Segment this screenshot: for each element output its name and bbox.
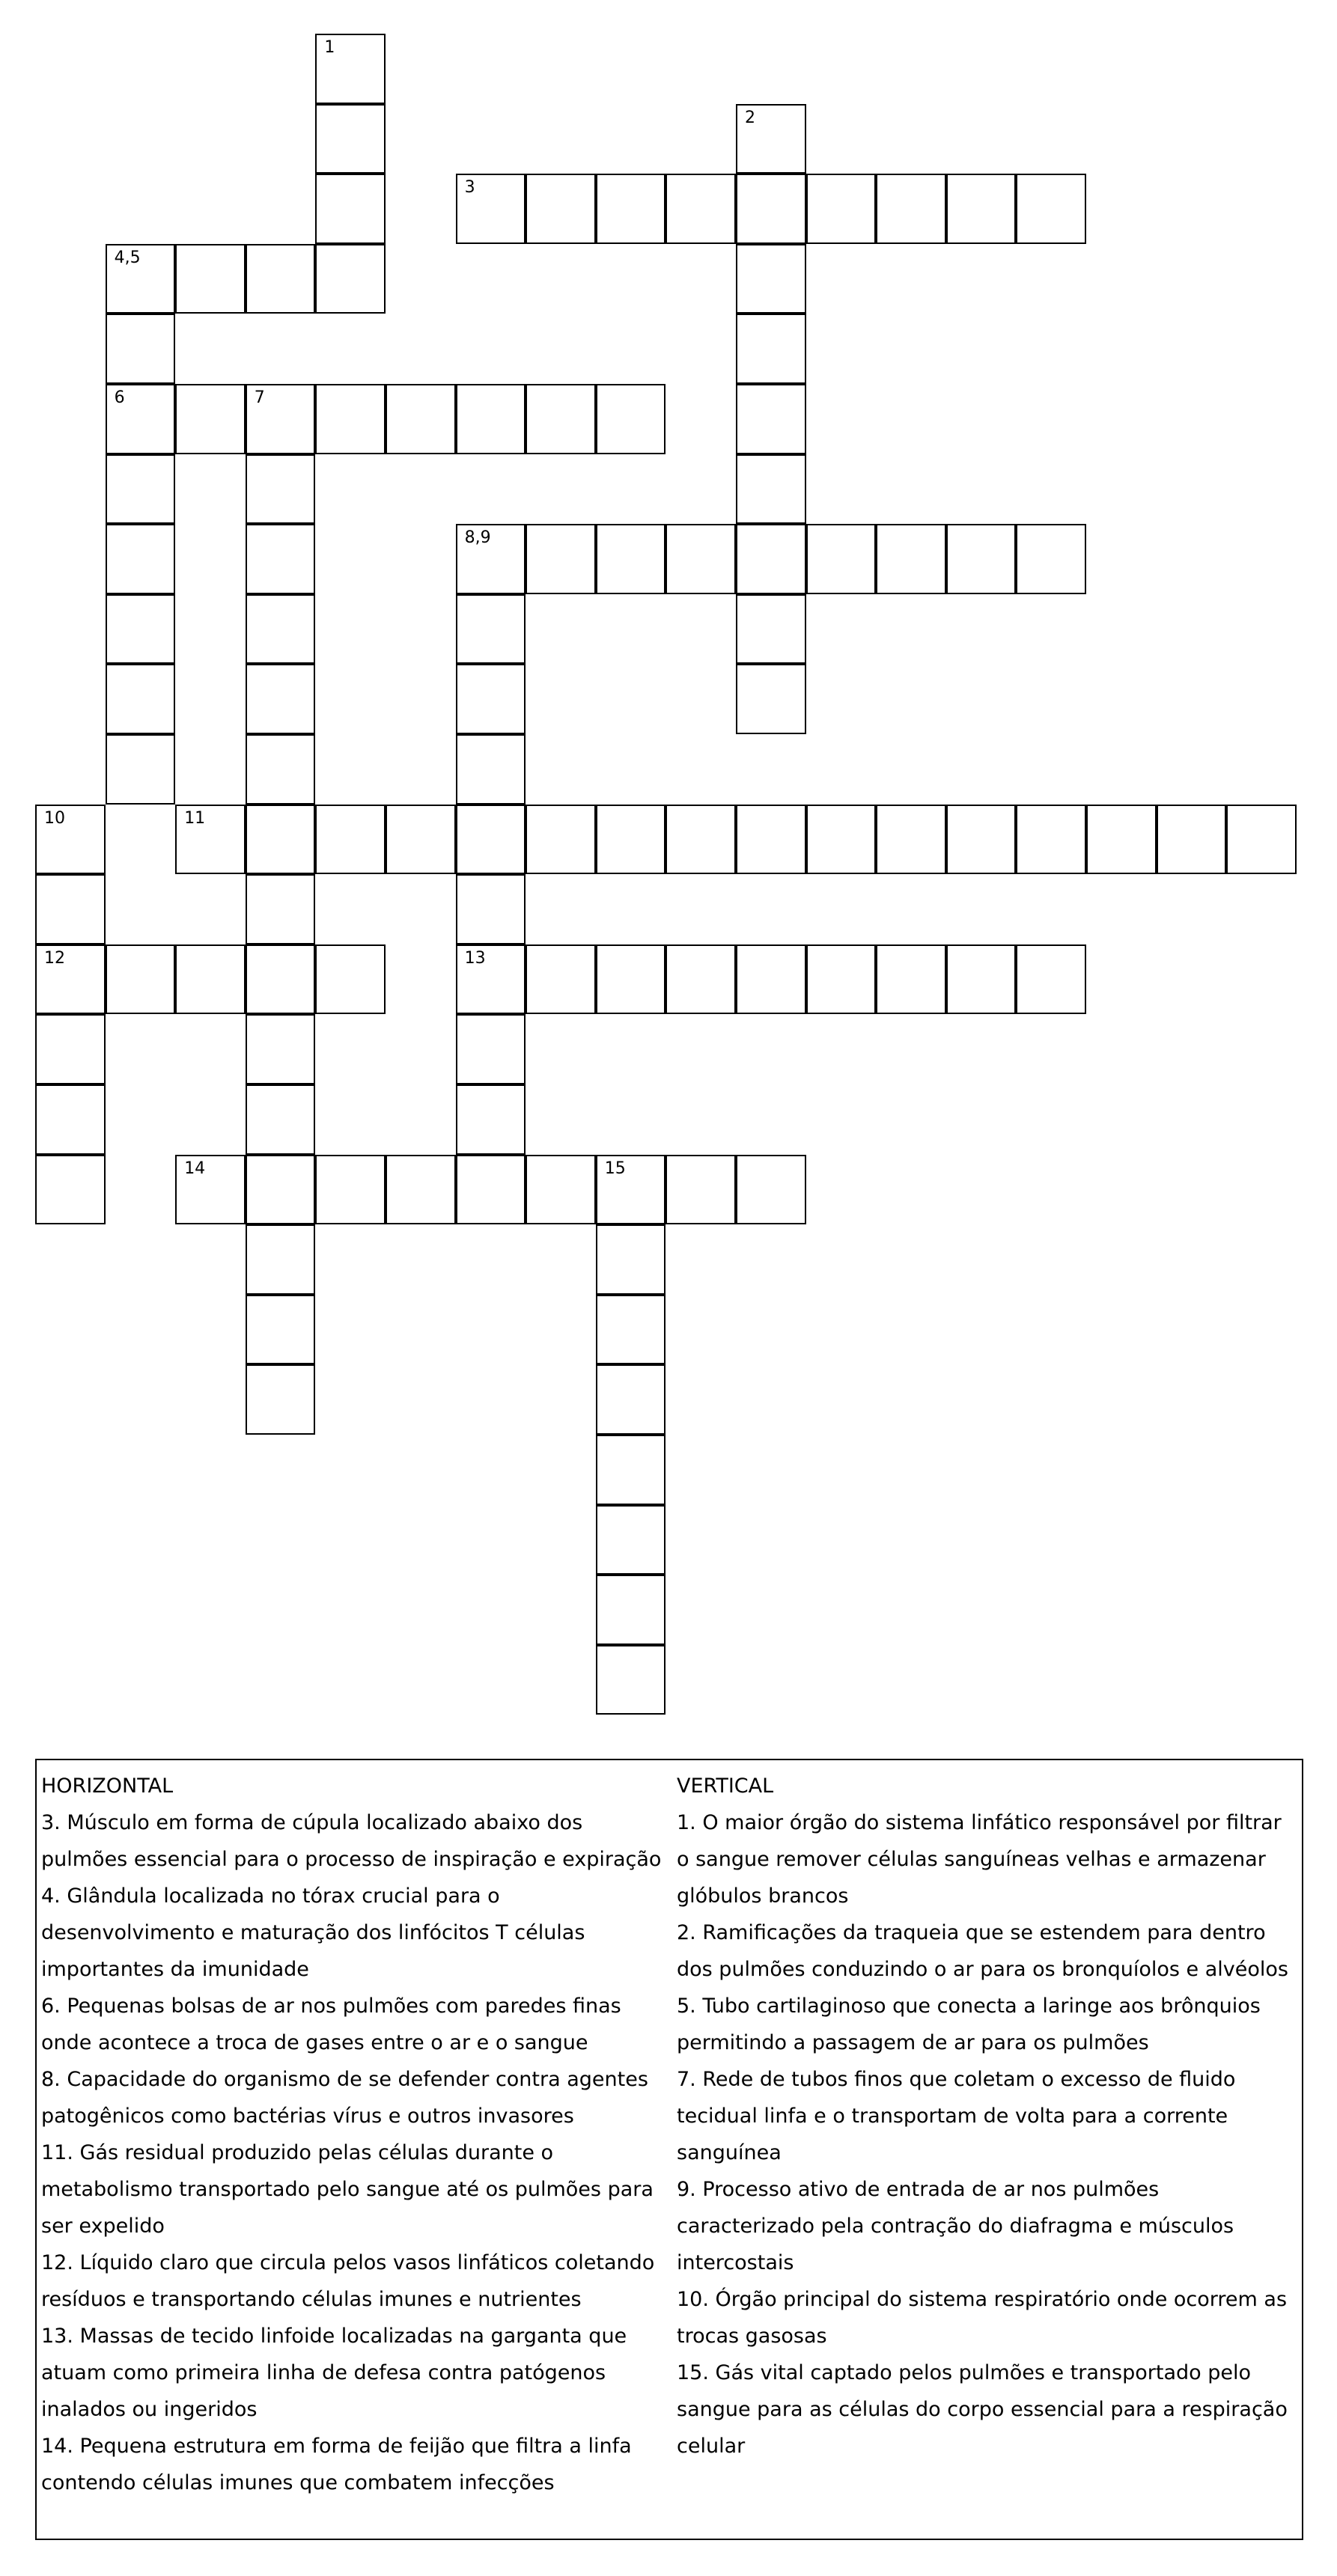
clue-horizontal-4: 4. Glândula localizada no tórax crucial para o desenvolvimento e maturação dos linfócitos T células importantes da imunidade	[41, 1884, 585, 1981]
crossword-cell[interactable]	[386, 1155, 456, 1225]
clue-horizontal-12: 12. Líquido claro que circula pelos vasos linfáticos coletando resíduos e transportando células imunes e nutrientes	[41, 2251, 655, 2311]
crossword-cell[interactable]	[106, 594, 176, 665]
clue-number: 8,9	[464, 528, 491, 548]
crossword-cell[interactable]	[876, 944, 946, 1015]
crossword-cell[interactable]	[315, 1155, 386, 1225]
crossword-cell[interactable]	[596, 805, 666, 875]
crossword-cell-12[interactable]	[35, 944, 106, 1015]
crossword-cell[interactable]	[175, 244, 246, 314]
crossword-cell[interactable]	[106, 524, 176, 594]
crossword-cell[interactable]	[526, 1155, 596, 1225]
crossword-cell[interactable]	[1016, 524, 1086, 594]
crossword-cell[interactable]	[456, 734, 526, 805]
crossword-cell[interactable]	[946, 944, 1017, 1015]
clue-vertical-10: 10. Órgão principal do sistema respiratório onde ocorrem as trocas gasosas	[677, 2288, 1288, 2348]
vertical-heading: VERTICAL	[677, 1774, 774, 1798]
crossword-cell[interactable]	[175, 944, 246, 1015]
crossword-cell[interactable]	[596, 384, 666, 454]
crossword-cell[interactable]	[456, 594, 526, 665]
crossword-cell[interactable]	[526, 524, 596, 594]
crossword-cell[interactable]	[175, 384, 246, 454]
crossword-cell[interactable]	[946, 174, 1017, 244]
crossword-cell[interactable]	[736, 594, 806, 665]
crossword-cell[interactable]	[666, 1155, 736, 1225]
crossword-cell[interactable]	[736, 805, 806, 875]
clue-vertical-7: 7. Rede de tubos finos que coletam o excesso de fluido tecidual linfa e o transportam de volta para a corrente sanguínea	[677, 2068, 1236, 2164]
clue-number: 7	[254, 388, 265, 407]
clue-horizontal-11: 11. Gás residual produzido pelas células durante o metabolismo transportado pelo sangue até os pulmões para ser expelido	[41, 2141, 654, 2238]
crossword-cell[interactable]	[736, 314, 806, 384]
clues-box	[35, 1759, 1303, 2540]
horizontal-heading: HORIZONTAL	[41, 1774, 174, 1798]
crossword-cell[interactable]	[246, 805, 316, 875]
crossword-cell[interactable]	[596, 944, 666, 1015]
crossword-cell[interactable]	[315, 174, 386, 244]
crossword-cell-8-9[interactable]	[456, 524, 526, 594]
crossword-cell[interactable]	[946, 524, 1017, 594]
clue-number: 15	[604, 1159, 626, 1178]
crossword-cell-7[interactable]	[246, 384, 316, 454]
clue-number: 11	[184, 808, 206, 828]
clue-vertical-5: 5. Tubo cartilaginoso que conecta a laringe aos brônquios permitindo a passagem de ar para os pulmões	[677, 1994, 1261, 2054]
crossword-cell[interactable]	[736, 944, 806, 1015]
crossword-cell[interactable]	[526, 174, 596, 244]
crossword-cell[interactable]	[315, 805, 386, 875]
crossword-cell[interactable]	[1016, 174, 1086, 244]
crossword-cell[interactable]	[386, 384, 456, 454]
crossword-cell[interactable]	[596, 174, 666, 244]
crossword-cell[interactable]	[666, 944, 736, 1015]
crossword-cell[interactable]	[666, 524, 736, 594]
crossword-cell[interactable]	[1226, 805, 1297, 875]
crossword-cell[interactable]	[666, 174, 736, 244]
crossword-cell[interactable]	[246, 1364, 316, 1435]
clue-vertical-9: 9. Processo ativo de entrada de ar nos pulmões caracterizado pela contração do diafragma e músculos intercostais	[677, 2178, 1234, 2274]
crossword-cell-11[interactable]	[175, 805, 246, 875]
crossword-cell[interactable]	[456, 1014, 526, 1084]
crossword-cell[interactable]	[736, 384, 806, 454]
crossword-cell[interactable]	[246, 734, 316, 805]
vertical-clues-column	[677, 1768, 1298, 2464]
clue-number: 14	[184, 1159, 206, 1178]
crossword-cell-3[interactable]	[456, 174, 526, 244]
clue-vertical-2: 2. Ramificações da traqueia que se estendem para dentro dos pulmões conduzindo o ar para os bronquíolos e alvéolos	[677, 1921, 1288, 1981]
crossword-cell[interactable]	[596, 1364, 666, 1435]
crossword-cell[interactable]	[106, 944, 176, 1015]
crossword-cell[interactable]	[806, 524, 877, 594]
crossword-cell[interactable]	[736, 524, 806, 594]
crossword-cell[interactable]	[1016, 944, 1086, 1015]
crossword-cell[interactable]	[526, 384, 596, 454]
crossword-cell[interactable]	[246, 594, 316, 665]
crossword-cell[interactable]	[596, 1435, 666, 1505]
crossword-cell[interactable]	[456, 664, 526, 734]
clue-number: 13	[464, 948, 486, 968]
crossword-cell[interactable]	[386, 805, 456, 875]
crossword-cell[interactable]	[35, 874, 106, 944]
clue-horizontal-14: 14. Pequena estrutura em forma de feijão que filtra a linfa contendo células imunes que combatem infecções	[41, 2435, 632, 2494]
crossword-cell[interactable]	[246, 944, 316, 1015]
crossword-cell[interactable]	[596, 1645, 666, 1715]
crossword-cell[interactable]	[876, 805, 946, 875]
crossword-cell[interactable]	[736, 1155, 806, 1225]
clue-horizontal-13: 13. Massas de tecido linfoide localizadas na garganta que atuam como primeira linha de defesa contra patógenos inalados ou ingeridos	[41, 2325, 627, 2421]
crossword-cell[interactable]	[106, 314, 176, 384]
clue-number: 3	[464, 178, 475, 198]
crossword-cell[interactable]	[1086, 805, 1157, 875]
horizontal-clues-column	[41, 1768, 663, 2501]
crossword-cell[interactable]	[526, 805, 596, 875]
crossword-cell[interactable]	[246, 244, 316, 314]
crossword-cell[interactable]	[106, 734, 176, 805]
crossword-cell[interactable]	[806, 805, 877, 875]
clue-vertical-15: 15. Gás vital captado pelos pulmões e transportado pelo sangue para as células do corpo essencial para a respiração celular	[677, 2361, 1288, 2458]
clue-horizontal-3: 3. Músculo em forma de cúpula localizado abaixo dos pulmões essencial para o processo de inspiração e expiração	[41, 1811, 662, 1871]
crossword-cell[interactable]	[246, 1014, 316, 1084]
crossword-cell[interactable]	[666, 805, 736, 875]
crossword-cell[interactable]	[596, 1224, 666, 1295]
crossword-cell[interactable]	[246, 454, 316, 525]
crossword-cell[interactable]	[596, 1575, 666, 1645]
crossword-cell[interactable]	[736, 664, 806, 734]
clue-number: 10	[44, 808, 65, 828]
clue-number: 2	[745, 108, 755, 127]
crossword-cell[interactable]	[315, 944, 386, 1015]
crossword-cell[interactable]	[526, 944, 596, 1015]
crossword-cell[interactable]	[806, 174, 877, 244]
crossword-cell[interactable]	[1016, 805, 1086, 875]
clue-number: 6	[114, 388, 125, 407]
clue-horizontal-8: 8. Capacidade do organismo de se defender contra agentes patogênicos como bactérias vírus e outros invasores	[41, 2068, 648, 2128]
crossword-cell[interactable]	[596, 1295, 666, 1365]
crossword-cell[interactable]	[106, 664, 176, 734]
crossword-cell[interactable]	[876, 174, 946, 244]
clue-number: 12	[44, 948, 65, 968]
crossword-cell[interactable]	[456, 874, 526, 944]
crossword-cell[interactable]	[246, 1155, 316, 1225]
clue-number: 1	[324, 38, 335, 57]
clue-number: 4,5	[114, 248, 141, 267]
clue-horizontal-6: 6. Pequenas bolsas de ar nos pulmões com paredes finas onde acontece a troca de gases entre o ar e o sangue	[41, 1994, 621, 2054]
crossword-cell-6[interactable]	[106, 384, 176, 454]
crossword-cell[interactable]	[106, 454, 176, 525]
crossword-cell[interactable]	[946, 805, 1017, 875]
crossword-cell-1[interactable]	[315, 34, 386, 104]
crossword-cell[interactable]	[736, 244, 806, 314]
crossword-cell-10[interactable]	[35, 805, 106, 875]
crossword-cell[interactable]	[456, 805, 526, 875]
crossword-cell-14[interactable]	[175, 1155, 246, 1225]
crossword-cell[interactable]	[596, 524, 666, 594]
crossword-cell[interactable]	[246, 1295, 316, 1365]
crossword-cell-15[interactable]	[596, 1155, 666, 1225]
crossword-cell-4-5[interactable]	[106, 244, 176, 314]
crossword-cell[interactable]	[456, 1155, 526, 1225]
crossword-cell[interactable]	[246, 1084, 316, 1155]
crossword-cell[interactable]	[246, 664, 316, 734]
crossword-cell[interactable]	[736, 454, 806, 525]
crossword-cell[interactable]	[456, 1084, 526, 1155]
crossword-cell[interactable]	[315, 104, 386, 174]
crossword-cell[interactable]	[246, 1224, 316, 1295]
clue-vertical-1: 1. O maior órgão do sistema linfático responsável por filtrar o sangue remover células sanguíneas velhas e armazenar glóbulos brancos	[677, 1811, 1282, 1908]
crossword-cell[interactable]	[246, 874, 316, 944]
crossword-cell[interactable]	[246, 524, 316, 594]
crossword-cell[interactable]	[35, 1014, 106, 1084]
crossword-cell-2[interactable]	[736, 104, 806, 174]
crossword-cell[interactable]	[35, 1084, 106, 1155]
crossword-cell[interactable]	[876, 524, 946, 594]
crossword-cell[interactable]	[315, 244, 386, 314]
crossword-cell[interactable]	[315, 384, 386, 454]
crossword-cell-13[interactable]	[456, 944, 526, 1015]
crossword-cell[interactable]	[806, 944, 877, 1015]
crossword-cell[interactable]	[736, 174, 806, 244]
crossword-cell[interactable]	[35, 1155, 106, 1225]
crossword-cell[interactable]	[596, 1505, 666, 1575]
crossword-cell[interactable]	[1157, 805, 1227, 875]
crossword-cell[interactable]	[456, 384, 526, 454]
